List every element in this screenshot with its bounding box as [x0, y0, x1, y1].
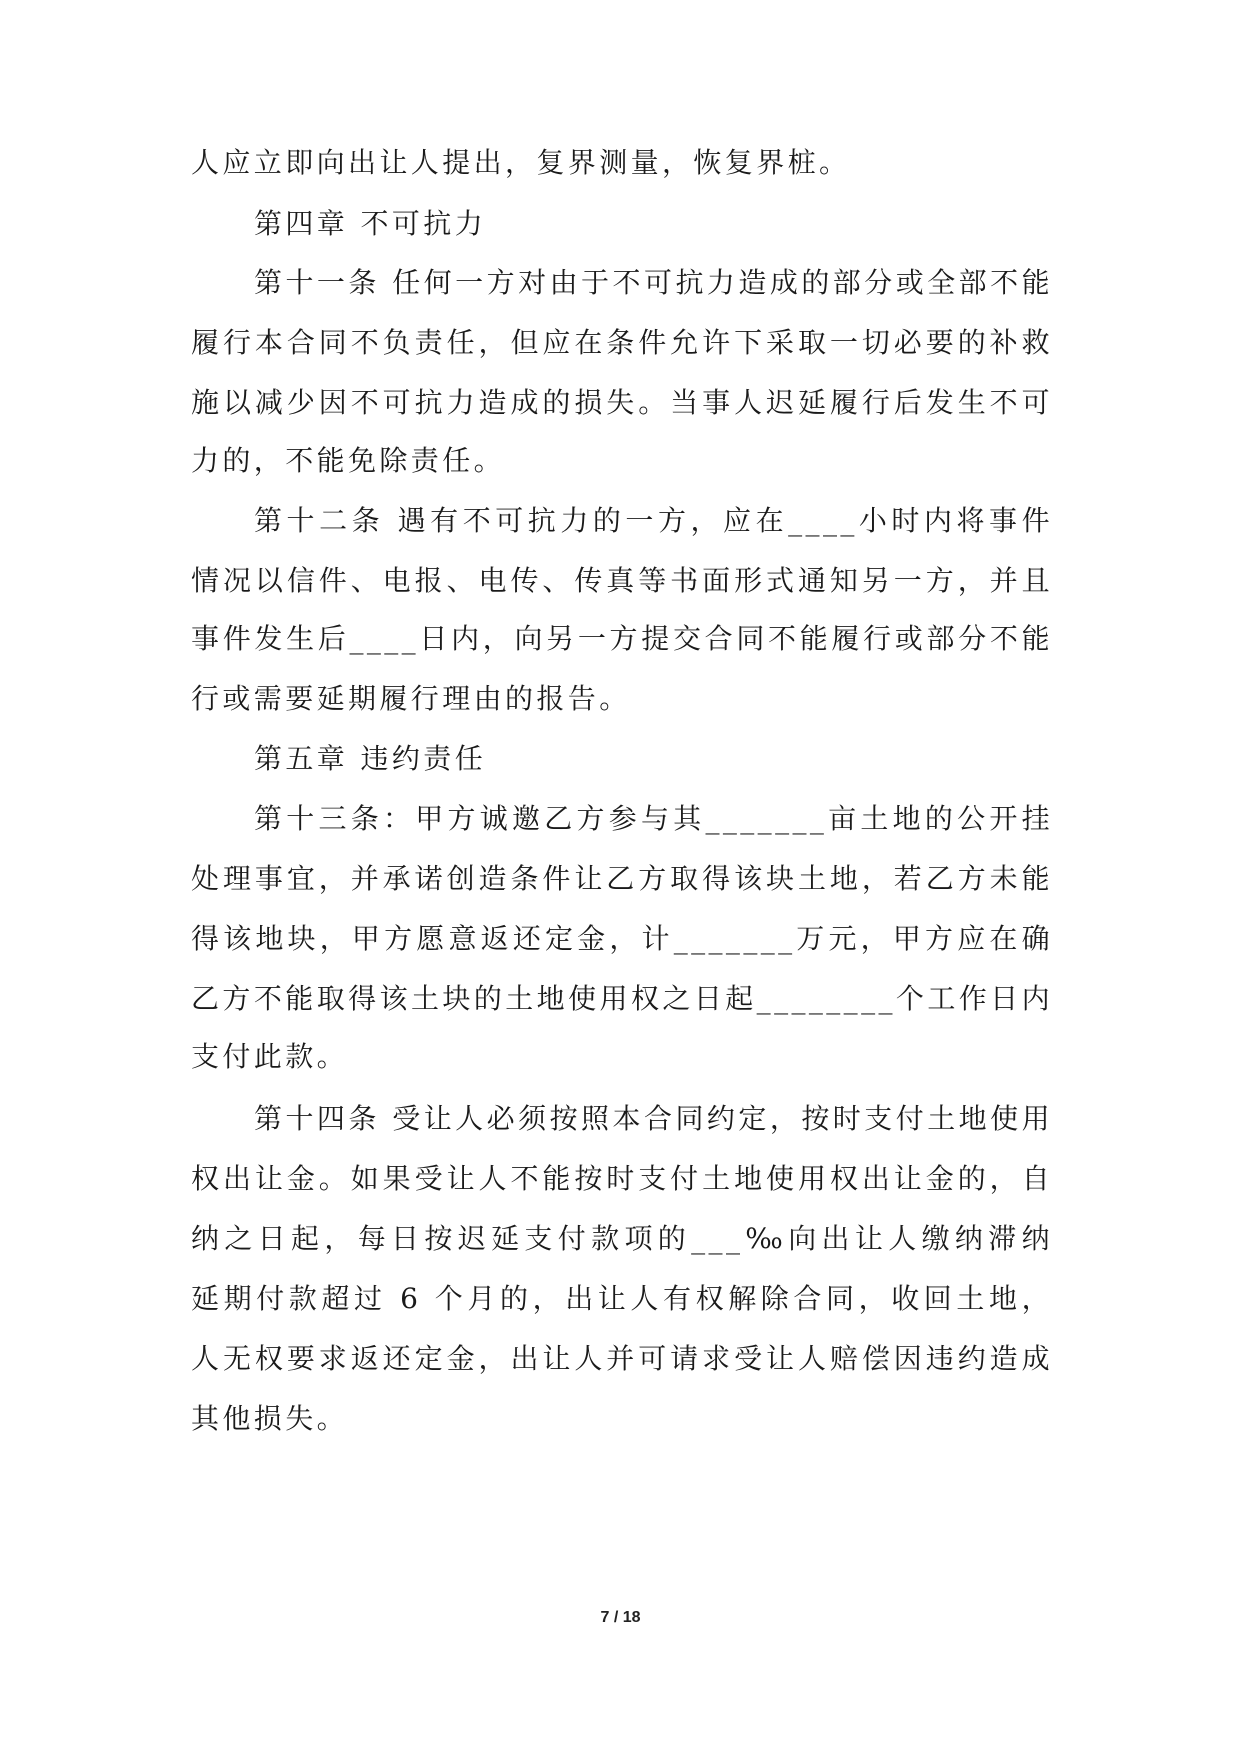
- chapter-heading: 第四章 不可抗力: [254, 207, 487, 240]
- paragraph-line: 权出让金。如果受让人不能按时支付土地使用权出让金的，自: [191, 1162, 1053, 1195]
- paragraph-line: 人无权要求返还定金，出让人并可请求受让人赔偿因违约造成: [191, 1342, 1053, 1375]
- paragraph-line: 事件发生后____日内，向另一方提交合同不能履行或部分不能: [191, 622, 1053, 655]
- paragraph-line: 其他损失。: [191, 1402, 349, 1435]
- paragraph-line: 纳之日起，每日按迟延支付款项的___‰向出让人缴纳滞纳: [191, 1222, 1053, 1255]
- paragraph-line: 第十一条 任何一方对由于不可抗力造成的部分或全部不能: [254, 266, 1053, 299]
- paragraph-line: 得该地块，甲方愿意返还定金，计_______万元，甲方应在确: [191, 922, 1053, 955]
- paragraph-line: 履行本合同不负责任，但应在条件允许下采取一切必要的补救: [191, 326, 1053, 359]
- paragraph-line: 人应立即向出让人提出，复界测量，恢复界桩。: [191, 146, 851, 179]
- paragraph-line: 乙方不能取得该土块的土地使用权之日起________个工作日内: [191, 982, 1053, 1015]
- paragraph-line: 行或需要延期履行理由的报告。: [191, 682, 631, 715]
- paragraph-line: 情况以信件、电报、电传、传真等书面形式通知另一方，并且: [191, 564, 1053, 597]
- paragraph-line: 处理事宜，并承诺创造条件让乙方取得该块土地，若乙方未能: [191, 862, 1053, 895]
- paragraph-line: 延期付款超过 6 个月的，出让人有权解除合同，收回土地，: [191, 1282, 1053, 1315]
- paragraph-line: 第十四条 受让人必须按照本合同约定，按时支付土地使用: [254, 1102, 1053, 1135]
- paragraph-line: 第十三条：甲方诚邀乙方参与其_______亩土地的公开挂: [254, 802, 1053, 835]
- paragraph-line: 支付此款。: [191, 1040, 349, 1073]
- chapter-heading: 第五章 违约责任: [254, 742, 487, 775]
- paragraph-line: 力的，不能免除责任。: [191, 444, 506, 477]
- paragraph-line: 第十二条 遇有不可抗力的一方，应在____小时内将事件: [254, 504, 1053, 537]
- page-number: 7 / 18: [600, 1609, 641, 1626]
- paragraph-line: 施以减少因不可抗力造成的损失。当事人迟延履行后发生不可: [191, 386, 1053, 419]
